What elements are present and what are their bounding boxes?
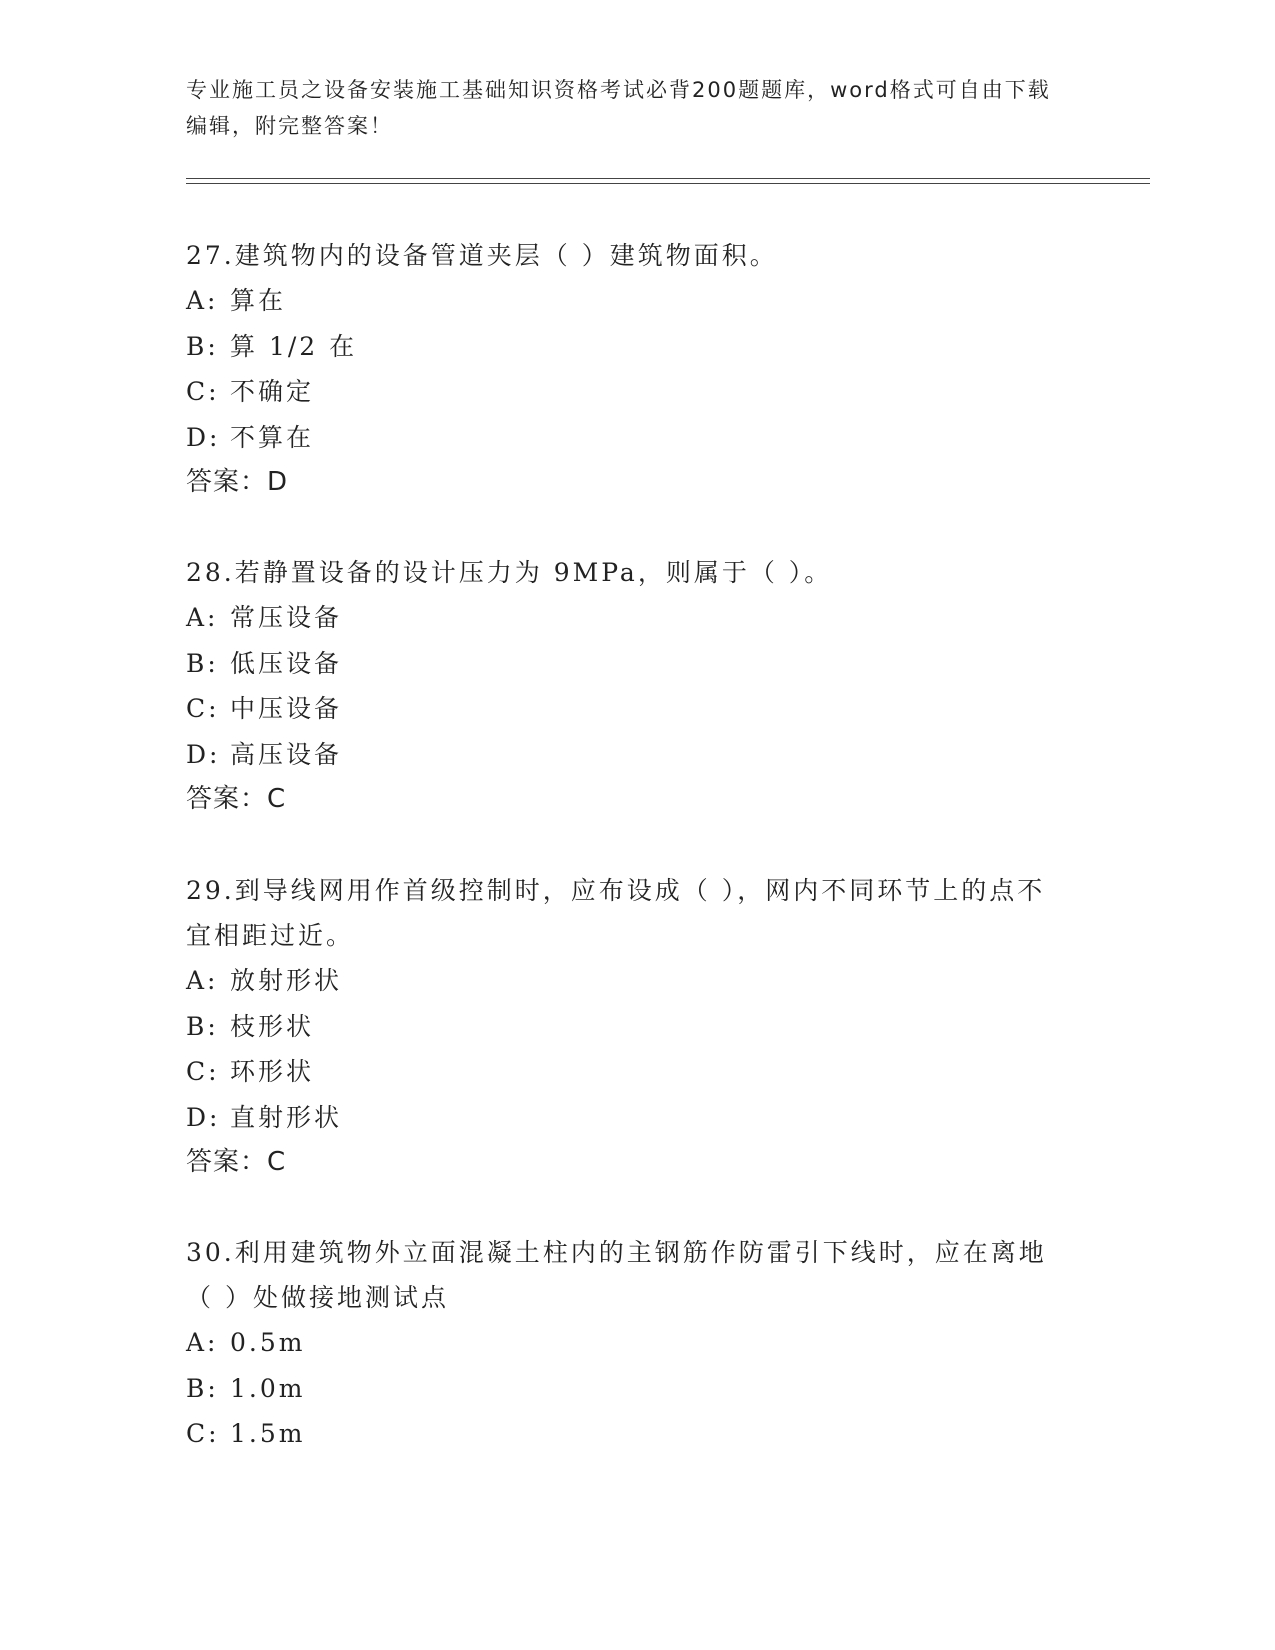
option-d bbox=[186, 415, 1066, 461]
option-key: B: bbox=[186, 1011, 219, 1041]
option-text: 低压设备 bbox=[230, 648, 343, 678]
option-key: C: bbox=[186, 1057, 220, 1086]
option-b bbox=[186, 324, 1066, 370]
option-text: 1.5m bbox=[230, 1419, 306, 1448]
option-text: 直射形状 bbox=[230, 1102, 343, 1132]
option-c bbox=[186, 1411, 1066, 1457]
option-text: 0.5m bbox=[230, 1328, 306, 1357]
option-key: C: bbox=[186, 1419, 220, 1448]
option-d bbox=[186, 732, 1066, 778]
option-a bbox=[186, 1320, 1066, 1366]
question-text: 30.利用建筑物外立面混凝土柱内的主钢筋作防雷引下线时，应在离地（ ）处做接地测试点 bbox=[186, 1238, 1047, 1312]
header-divider-bottom bbox=[186, 183, 1150, 184]
option-key: A: bbox=[186, 966, 219, 995]
option-a bbox=[186, 958, 1066, 1004]
option-a bbox=[186, 595, 1066, 641]
option-key: C: bbox=[186, 377, 220, 406]
question-29 bbox=[186, 868, 1066, 1185]
option-key: B: bbox=[186, 648, 219, 678]
option-text: 不算在 bbox=[230, 422, 315, 452]
option-key: A: bbox=[186, 286, 219, 315]
option-b bbox=[186, 1004, 1066, 1050]
option-text: 中压设备 bbox=[230, 694, 343, 723]
answer: 答案：C bbox=[186, 784, 287, 814]
option-c bbox=[186, 369, 1066, 415]
answer: 答案：C bbox=[186, 1147, 287, 1177]
option-c bbox=[186, 686, 1066, 732]
option-text: 常压设备 bbox=[230, 603, 343, 632]
option-b bbox=[186, 1366, 1066, 1412]
option-key: A: bbox=[186, 1328, 219, 1357]
option-key: C: bbox=[186, 694, 220, 723]
option-text: 高压设备 bbox=[230, 739, 343, 769]
answer: 答案：D bbox=[186, 467, 289, 497]
question-27 bbox=[186, 233, 1066, 505]
option-text: 算 1/2 在 bbox=[230, 331, 358, 361]
option-text: 环形状 bbox=[230, 1057, 315, 1086]
option-key: B: bbox=[186, 1373, 219, 1403]
document-header: 专业施工员之设备安装施工基础知识资格考试必背200题题库，word格式可自由下载编辑，附完整答案！ bbox=[186, 78, 1051, 138]
option-key: D: bbox=[186, 422, 221, 452]
option-text: 不确定 bbox=[230, 377, 315, 406]
question-text: 27.建筑物内的设备管道夹层（ ）建筑物面积。 bbox=[186, 241, 778, 270]
option-d bbox=[186, 1095, 1066, 1141]
question-text: 29.到导线网用作首级控制时，应布设成（ ），网内不同环节上的点不宜相距过近。 bbox=[186, 876, 1046, 950]
option-text: 算在 bbox=[230, 286, 287, 315]
option-key: D: bbox=[186, 739, 221, 769]
question-28 bbox=[186, 550, 1066, 822]
option-text: 枝形状 bbox=[230, 1011, 315, 1041]
header-divider-top bbox=[186, 178, 1150, 179]
question-text: 28.若静置设备的设计压力为 9MPa，则属于（ ）。 bbox=[186, 558, 833, 587]
option-key: B: bbox=[186, 331, 219, 361]
option-key: A: bbox=[186, 603, 219, 632]
option-a bbox=[186, 278, 1066, 324]
option-key: D: bbox=[186, 1102, 221, 1132]
option-c bbox=[186, 1049, 1066, 1095]
option-text: 1.0m bbox=[230, 1373, 306, 1403]
option-text: 放射形状 bbox=[230, 966, 343, 995]
question-30 bbox=[186, 1230, 1066, 1457]
option-b bbox=[186, 641, 1066, 687]
